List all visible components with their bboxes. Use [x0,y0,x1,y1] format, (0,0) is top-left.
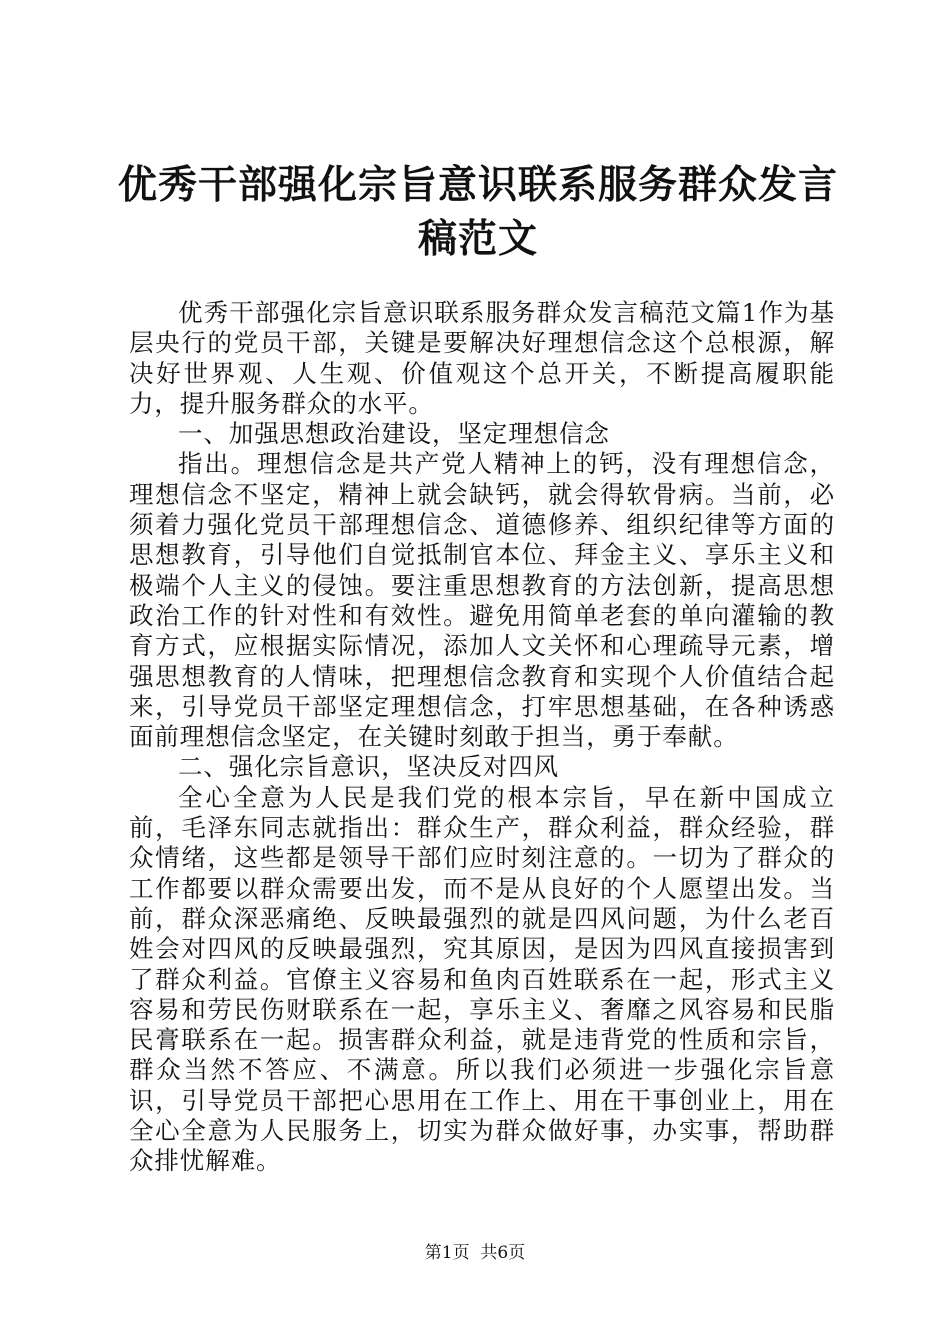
document-title: 优秀干部强化宗旨意识联系服务群众发言稿范文 [118,162,839,262]
page-footer [0,1242,950,1264]
section-heading-2: 二、强化宗旨意识，坚决反对四风 [178,752,559,782]
paragraph-section-2: 全心全意为人民是我们党的根本宗旨，早在新中国成立前，毛泽东同志就指出：群众生产，群众利益，群众经验，群众情绪，这些都是领导干部们应时刻注意的。一切为了群众的工作都要以群众需要出发，而不是从良好的个人愿望出发。当前，群众深恶痛绝、反映最强烈的就是四风问题，为什么老百姓会对四风的反映最强烈，究其原因，是因为四风直接损害到了群众利益。官僚主义容易和鱼肉百姓联系在一起，形式主义容易和劳民伤财联系在一起，享乐主义、奢靡之风容易和民脂民膏联系在一起。损害群众利益，就是违背党的性质和宗旨，群众当然不答应、不满意。所以我们必须进一步强化宗旨意识，引导党员干部把心思用在工作上、用在干事创业上，用在全心全意为人民服务上，切实为群众做好事，办实事，帮助群众排忧解难。 [129,782,835,1176]
paragraph-section-1: 指出。理想信念是共产党人精神上的钙，没有理想信念，理想信念不坚定，精神上就会缺钙，就会得软骨病。当前，必须着力强化党员干部理想信念、道德修养、组织纪律等方面的思想教育，引导他们自觉抵制官本位、拜金主义、享乐主义和极端个人主义的侵蚀。要注重思想教育的方法创新，提高思想政治工作的针对性和有效性。避免用简单老套的单向灌输的教育方式，应根据实际情况，添加人文关怀和心理疏导元素，增强思想教育的人情味，把理想信念教育和实现个人价值结合起来，引导党员干部坚定理想信念，打牢思想基础，在各种诱惑面前理想信念坚定，在关键时刻敢于担当，勇于奉献。 [129,449,835,752]
document-body [129,298,835,1177]
page-total: 共6页 [480,1243,526,1263]
page-number: 第1页 [424,1243,470,1263]
section-heading-1: 一、加强思想政治建设，坚定理想信念 [178,419,610,449]
paragraph-intro: 优秀干部强化宗旨意识联系服务群众发言稿范文篇1作为基层央行的党员干部，关键是要解决好理想信念这个总根源，解决好世界观、人生观、价值观这个总开关，不断提高履职能力，提升服务群众的水平。 [129,298,835,418]
